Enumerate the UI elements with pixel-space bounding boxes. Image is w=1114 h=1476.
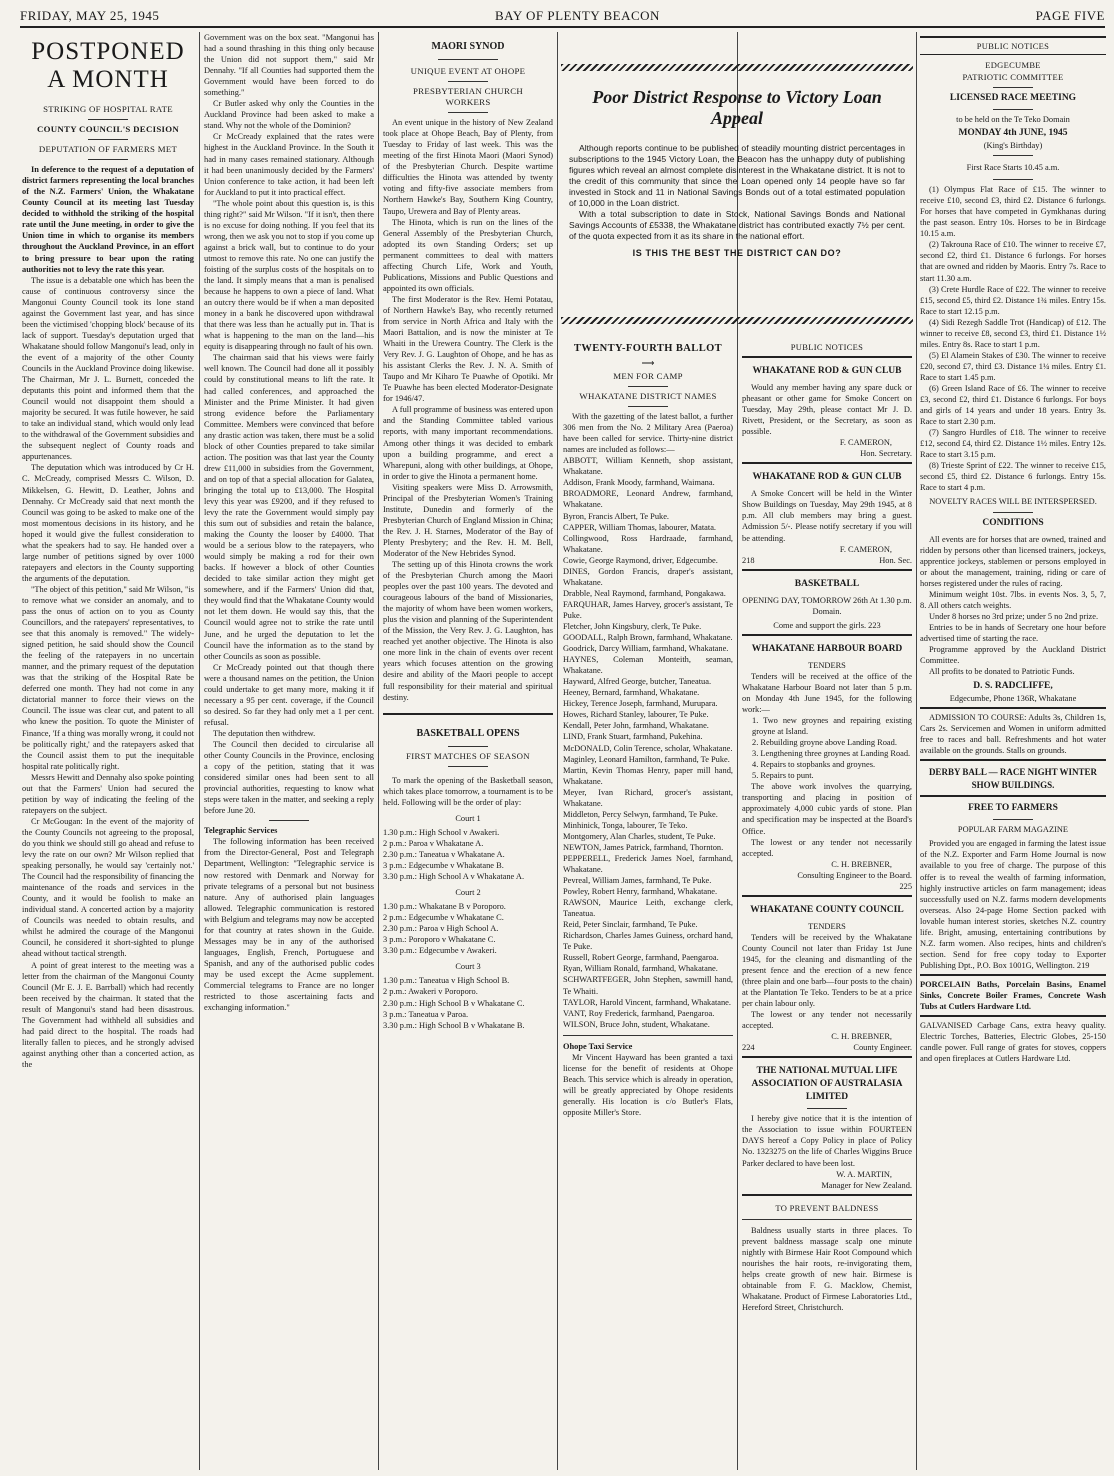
list-item: Maginley, Leonard Hamilton, farmhand, Te Puke. xyxy=(563,754,730,764)
advert-body: Provided you are engaged in farming the latest issue of the N.Z. Exporter and Farm Home Journal is now available to you free of charge. The purpose of this offer is to reveal the wealth of farming information, highly instructive articles on farm management; ideas successfully used on N.Z. farms modern developments overseas. Also 24-page Home Section packed with lovable human interest stories, sketches N.Z. country life. Bright, amusing, entertaining contributions by N.Z. farm women. Also recipes, hints and children's section. Send for free copy today to Exporter Publishing Dpt., P.O. Box 1001G, Wellington. 219 xyxy=(920,839,1106,970)
divider xyxy=(742,1219,912,1220)
divider xyxy=(448,746,488,747)
fixture: 2 p.m.: Awakeri v Poroporo. xyxy=(383,987,478,997)
notice-heading: WHAKATANE COUNTY COUNCIL xyxy=(750,904,904,915)
secretary-name: D. S. RADCLIFFE, xyxy=(973,681,1053,692)
article-paragraph: Cr Butler asked why only the Counties in the Auckland Province had been asked to make a stand. Why not the whole of the Dominion? xyxy=(204,99,374,131)
divider xyxy=(563,1035,733,1036)
list-item: Addison, Frank Moody, farmhand, Waimana. xyxy=(563,478,715,488)
notice-heading: THE NATIONAL MUTUAL LIFE ASSOCIATION OF AUSTRALASIA LIMITED xyxy=(751,1066,903,1103)
notice-title: County Engineer. xyxy=(853,1043,912,1053)
race-item: (3) Crete Hurdle Race of £22. The winner to receive £15, second £5, third £2. Distance 1¾ miles. Entry 15s. Race to start 12.15 p.m. xyxy=(920,284,1106,316)
derby-ball-notice xyxy=(920,759,1106,792)
article-paragraph: The issue is a debatable one which has been the cause of continuous controversy since the Mangonui County Council took its lone stand against the Government last year, and has since been the victimised 'chopping block' because of its lack of support. Tuesday's deputation urged that Whakatane should follow Mangonui's lead, only in the event of a majority of the other County Councils in the Auckland Province doing likewise. The Chairman, Mr J. L. Burnett, conceded the deputants this point and informed them that the Council would not disappoint them should a majority be secured. It was futile however, he said to take an individual stand, which would only lead to the withdrawal of the Government subsidies and the subsequent neglect of County roads and appurtenances. xyxy=(22,275,194,462)
fixture: 2 p.m.: Paroa v Whakatane A. xyxy=(383,838,484,848)
article-paragraph: Messrs Hewitt and Dennahy also spoke pointing out that the Farmers' Union had secured the petition by way of indicating the feeling of the ratepayers on the subject. xyxy=(22,772,194,815)
divider xyxy=(993,512,1033,513)
notice xyxy=(742,1056,912,1190)
article-paragraph: With the gazetting of the latest ballot, a further 306 men from the No. 2 Military Area (Paeroa) have been called for service. Thirty-nine district names are included as follows:— xyxy=(563,412,733,455)
condition-item: Minimum weight 10st. 7lbs. in events Nos. 3, 5, 7, 8. All others catch weights. xyxy=(920,589,1106,610)
list-item: McDONALD, Colin Terence, scholar, Whakatane. xyxy=(563,743,733,753)
race-meeting-heading: LICENSED RACE MEETING xyxy=(949,93,1077,103)
list-item: RAWSON, Maurice Leith, exchange clerk, Taneatua. xyxy=(563,898,733,919)
column-hospital-rate-continued xyxy=(204,32,374,1472)
condition-item: Under 8 horses no 3rd prize; under 5 no 2nd prize. xyxy=(929,611,1099,621)
advert-body: PORCELAIN Baths, Porcelain Basins, Enamel Sinks, Concrete Boiler Frames, Concrete Wash Tubs at Cutlers Hardware Ltd. xyxy=(920,979,1106,1012)
list-item: CAPPER, William Thomas, labourer, Matata. xyxy=(563,522,717,532)
divider xyxy=(438,59,498,60)
divider xyxy=(628,406,668,407)
list-item: ABBOTT, William Kenneth, shop assistant, Whakatane. xyxy=(563,456,733,477)
divider xyxy=(88,119,128,120)
list-item: Martin, Kevin Thomas Henry, paper mill hand, Whakatane. xyxy=(563,765,733,786)
list-item: Hayward, Alfred George, butcher, Taneatua. xyxy=(563,677,712,687)
divider xyxy=(993,155,1033,156)
advert xyxy=(920,974,1106,1012)
list-item: 3. Lengthening three groynes at Landing Road. xyxy=(752,749,911,759)
column-maori-synod xyxy=(383,32,553,1472)
race-date-note: (King's Birthday) xyxy=(983,141,1043,151)
appeal-title: Poor District Response to Victory Loan Appeal xyxy=(592,87,882,128)
list-item: HAYNES, Coleman Monteith, seaman, Whakatane. xyxy=(563,655,733,676)
list-item: 4. Repairs to stopbanks and groynes. xyxy=(752,760,876,770)
arrow-ornament: ⟶ xyxy=(641,358,655,368)
divider xyxy=(993,109,1033,110)
list-item: Howes, Richard Stanley, labourer, Te Puke. xyxy=(563,710,709,720)
list-item: Goodrick, Darcy William, farmhand, Whakatane. xyxy=(563,644,729,654)
notices-heading: PUBLIC NOTICES xyxy=(976,41,1050,51)
list-item: Kendall, Peter John, farmhand, Whakatane. xyxy=(563,721,709,731)
article-paragraph: The first Moderator is the Rev. Hemi Potatau, of Northern Hawke's Bay, who recently returned from service in North Africa and Italy with the Maori Battalion, and is now the minister at Te Whaiti in the Urewera Country. The Clerk is the Very Rev. J. G. Laughton of Ohope, and he has as his assistant Clerks the Rev. J. N. A. Smith of Taupo and Mr Kiharo Te Puawhe of Opotiki. Mr Te Puawhe has been elected Moderator-Designate for 1946/47. xyxy=(383,294,553,404)
subhead: MEN FOR CAMP xyxy=(613,371,683,381)
condition-item: All profits to be donated to Patriotic Funds. xyxy=(929,667,1075,677)
subhead: COUNTY COUNCIL'S DECISION xyxy=(36,124,180,135)
notice xyxy=(742,895,912,1054)
notice xyxy=(742,634,912,892)
list-item: Hickey, Terence Joseph, farmhand, Murupara. xyxy=(563,699,718,709)
notice-title: Manager for New Zealand. xyxy=(821,1180,912,1190)
organiser: PATRIOTIC COMMITTEE xyxy=(962,72,1064,82)
conditions-heading: CONDITIONS xyxy=(982,517,1044,528)
admission-notice xyxy=(920,707,1106,756)
list-item: GOODALL, Ralph Brown, farmhand, Whakatane. xyxy=(563,633,733,643)
fixture: 3.30 p.m.: High School B v Whakatane B. xyxy=(383,1020,525,1030)
list-item: Montgomery, Alan Charles, student, Te Puke. xyxy=(563,831,716,841)
notice-heading: WHAKATANE ROD & GUN CLUB xyxy=(752,366,902,376)
headline-ballot: TWENTY-FOURTH BALLOT xyxy=(573,343,723,354)
fixture: 3 p.m.: Edgecumbe v Whakatane B. xyxy=(383,861,504,870)
subhead: PRESBYTERIAN CHURCH WORKERS xyxy=(412,86,524,108)
notice-title: Consulting Engineer to the Board. xyxy=(797,870,912,880)
race-item: (5) El Alamein Stakes of £30. The winner to receive £20, second £7, third £3. Distance 1¼ miles. Entry £1. Race to start 1.45 p.m. xyxy=(920,350,1106,382)
notice-title: Hon. Sec. xyxy=(879,555,912,565)
notice-subheading: TENDERS xyxy=(808,660,846,670)
divider xyxy=(993,87,1033,88)
list-item: FARQUHAR, James Harvey, grocer's assistant, Te Puke. xyxy=(563,599,733,620)
divider xyxy=(448,81,488,82)
notice-signature: F. CAMERON, xyxy=(839,438,892,448)
admission-body: ADMISSION TO COURSE: Adults 3s, Children 1s, Cars 2s. Servicemen and Women in uniform admitted free to races and ball. Refreshments and hot water available on the grounds. Stalls on grounds. xyxy=(920,713,1106,756)
column-race-meeting xyxy=(920,32,1106,1472)
court-heading: Court 1 xyxy=(455,813,481,823)
notice-body: Tenders will be received at the office of the Whakatane Harbour Board not later than 5 p.m. on Monday 4th June 1945, for the following work:— xyxy=(742,671,912,714)
notice-body: I hereby give notice that it is the intention of the Association to issue within FOURTEEN DAYS hereof a Copy Policy in place of Policy No. 1323275 on the life of Charles Wiggins Bruce Parker declared to have been lost. xyxy=(742,1114,912,1168)
telegraphic-heading: Telegraphic Services xyxy=(204,826,278,836)
fixture: 3.30 p.m.: High School A v Whakatane A. xyxy=(383,872,525,882)
notice-body: A Smoke Concert will be held in the Winter Show Buildings on Tuesday, May 29th 1945, at 8 p.m. All club members may bring a guest. Admission 5/-. Please notify secretary if you will be attending. xyxy=(742,489,912,543)
subhead: DEPUTATION OF FARMERS MET xyxy=(38,144,178,155)
column-rule xyxy=(916,32,917,1470)
court-heading: Court 3 xyxy=(455,962,481,972)
notice-body: The lowest or any tender not necessarily accepted. xyxy=(742,1010,912,1031)
divider xyxy=(448,112,488,113)
article-paragraph: The deputation then withdrew. xyxy=(213,728,316,738)
column-rule xyxy=(199,32,200,1470)
decorative-border xyxy=(561,317,913,324)
headline-basketball-opens: BASKETBALL OPENS xyxy=(416,727,520,739)
article-paragraph: The setting up of this Hinota crowns the work of the Presbyterian Church among the Maori peoples over the past 100 years. The devoted and courageous labours of the band of Missionaries, the majority of whom have been women workers, plus the vision and planning of the Superintendent of the Mission, the Very Rev. J. G. Laughton, has reached yet another objective. The Hinota is also one more link in the chain of events over recent years which focuses attention on the growing desire and ability of the Maori people to accept full responsibility for their material and spiritual destiny. xyxy=(383,560,553,702)
subhead: UNIQUE EVENT AT OHOPE xyxy=(410,66,526,76)
column-rule xyxy=(557,32,558,1470)
notice-body: Would any member having any spare duck or pheasant or other game for Smoke Concert on Tuesday, May 29th, please contact Mr J. D. Rivett, President, or the Secretary, as soon as possible. xyxy=(742,383,912,437)
fixture: 3.30 p.m.: Edgecumbe v Awakeri. xyxy=(383,946,497,956)
divider xyxy=(269,820,309,821)
race-item: (6) Green Island Race of £6. The winner to receive £3, second £2, third £1. Distance 6 furlongs. For boys and girls of 14 years and under 18 years. Entry 3s. Race to start 2.30 p.m. xyxy=(920,383,1106,427)
divider xyxy=(807,1108,847,1109)
condition-item: Entries to be in hands of Secretary one hour before advertised time of starting the race. xyxy=(920,622,1106,643)
article-paragraph: Visiting speakers were Miss D. Arrowsmith, Principal of the Presbyterian Women's Training Institute, Dunedin and formerly of the Presbyterian Church of England Mission in China; the Rev. J. H. Starnes, Moderator of the Bay of Plenty Presbytery; and the Rev. H. M. Bell, Moderator of the New Hebrides Synod. xyxy=(383,482,553,558)
race-item: (8) Trieste Sprint of £22. The winner to receive £15, second £5, third £2. Distance 6 furlongs. Entry 15s. Race to start 4 p.m. xyxy=(920,461,1106,493)
notices-header-bar xyxy=(920,36,1106,55)
appeal-callout: IS THIS THE BEST THE DISTRICT CAN DO? xyxy=(632,248,842,258)
article-paragraph: Government was on the box seat. "Mangonui has had a sound thrashing in this thing only because the Union did not support them," said Mr Dennahy. "If all Counties had supported them the Government would have been forced to do something." xyxy=(204,33,374,98)
list-item: Drabble, Neal Raymond, farmhand, Pongakawa. xyxy=(563,588,726,598)
first-race-time: First Race Starts 10.45 a.m. xyxy=(966,163,1060,173)
condition-item: All events are for horses that are owned, trained and ridden by persons other than licensed trainers, jockeys, apprentice jockeys, stablemen or persons employed in or about the management, training, riding or care of horses registered under the rules of racing. xyxy=(920,534,1106,588)
secretary-address: Edgecumbe, Phone 136R, Whakatane xyxy=(949,694,1077,704)
list-item: Ryan, William Ronald, farmhand, Whakatane. xyxy=(563,964,718,974)
list-item: NEWTON, James Patrick, farmhand, Thornton. xyxy=(563,842,724,852)
notice-body: OPENING DAY, TOMORROW 26th At 1.30 p.m. Domain. xyxy=(742,595,912,616)
masthead-date: FRIDAY, MAY 25, 1945 xyxy=(20,8,160,23)
race-item: (2) Takrouna Race of £10. The winner to receive £7, second £2, third £1. Distance 6 furlongs. For horses that are owned and ridden by Maoris. Entry 7s. Race to start 11.30 a.m. xyxy=(920,240,1106,283)
article-paragraph: "The whole point about this question is, is this thing right?" said Mr Wilson. "If it isn't, then there is no excuse for doing nothing. If you feel that its wrong, then we ask you not to stop if you come up against a brick wall, but to continue to do your utmost to remove this rate. No one can justify the foisting of the surplus costs of the hospitals on to the land. It simply means that a man is penalised because he happens to own a piece of land. What an outcry there would be if when a man deposited money in a bank he discovered upon withdrawal that there was less than he actually put in. That is what is happening to the man on the land—his equity is disappearing through no fault of his own. xyxy=(204,198,374,352)
article-paragraph: Cr McCready pointed out that though there were a thousand names on the petition, the Union could undertake to get many more, making it if necessary a 95 per cent. coverage, if the Council so desired. So far they had only met a 1 per cent. refusal. xyxy=(204,662,374,727)
notice xyxy=(742,356,912,459)
list-item: 5. Repairs to punt. xyxy=(752,771,814,781)
notice-number: 225 xyxy=(899,881,912,891)
venue: to be held on the Te Teko Domain xyxy=(956,115,1070,124)
ballot-name-list xyxy=(563,455,733,1029)
article-paragraph: Cr McCready explained that the rates were highest in the Auckland Province. In the South it had in many cases remained stationary. Although it had been unanimously decided by the Farmers' Union conference to take action, it had been left for Auckland to put it into practical effect. xyxy=(204,132,374,197)
victory-loan-box xyxy=(561,64,913,326)
notice-signature: F. CAMERON, xyxy=(839,544,892,554)
advert-body: GALVANISED Carbage Cans, extra heavy quality. Electric Torches, Batteries, Electric Globes, 25-150 candle power. Full range of grates for stoves, coppers and open fireplaces at Cutlers Hardware Ltd. xyxy=(920,1021,1106,1064)
notice-title: Hon. Secretary. xyxy=(860,449,912,459)
notice-number: 218 xyxy=(742,555,755,565)
taxi-heading: Ohope Taxi Service xyxy=(563,1041,633,1051)
headline-postponed: POSTPONED A MONTH xyxy=(31,38,185,93)
list-item: 2. Rebuilding groyne above Landing Road. xyxy=(752,738,897,748)
divider xyxy=(448,766,488,767)
court-heading: Court 2 xyxy=(455,888,481,898)
list-item: PEPPERELL, Frederick James Noel, farmhand, Whakatane. xyxy=(563,853,733,875)
list-item: Collingwood, Ross Hardraade, farmhand, Whakatane. xyxy=(563,533,733,554)
notice-number: 224 xyxy=(742,1043,755,1053)
list-item: Pevreal, William James, farmhand, Te Puke. xyxy=(563,876,712,886)
notice-body: The lowest or any tender not necessarily accepted. xyxy=(742,837,912,858)
list-item: Powley, Robert Henry, farmhand, Whakatane. xyxy=(563,887,718,897)
divider xyxy=(383,713,553,715)
telegraphic-paragraph: The following information has been received from the Director-General, Post and Telegraph Department, Wellington: "Telegraphic service is now restored with Denmark and Norway for private telegrams of a personal but not business nature. Any of authorised plain languages allowed. Telegraphic communication is restored with Belgium and telegrams may now be accepted for that country at rates shown in the Guide. Messages may be in any of the authorised languages, English, French, Portuguese and Spanish, and any of the authorised public codes may be used except the Acme supplement. Commercial telegrams to France are no longer restricted to those ascertaining facts and exchanging information." xyxy=(204,837,374,1013)
novelty-note: NOVELTY RACES WILL BE INTERSPERSED. xyxy=(929,497,1097,507)
advert-heading: FREE TO FARMERS xyxy=(968,803,1058,814)
notice-subheading: TENDERS xyxy=(808,921,846,931)
spacer xyxy=(737,326,738,328)
headline-maori-synod: MAORI SYNOD xyxy=(431,41,505,52)
appeal-paragraph: With a total subscription to date in Stock, National Savings Bonds and National Savings Accounts of £5338, the Whakatane district has contributed exactly 7½ per cent. of the quota expected from it as its share in the national effort. xyxy=(569,209,905,241)
notice-heading: WHAKATANE ROD & GUN CLUB xyxy=(752,472,902,483)
article-paragraph: The Council then decided to circularise all other County Councils in the Province, enclosing a copy of the petition, stating that it was considered similar ones had been sent to all provincial authorities, requesting to know what steps were taken in the matter, and seeking a reply before June 20. xyxy=(204,740,374,816)
article-paragraph: An event unique in the history of New Zealand took place at Ohope Beach, Bay of Plenty, from Tuesday to Friday of last week. This was the meeting of the first Hinota Maori (Maori Synod) of the Presbyterian Church. Despite wartime difficulties the Hinota was attended by twenty voting and fifty-five associate members from Northern Hawke's Bay, Southern King Country, Taupo, Urewera and Bay of Plenty areas. xyxy=(383,118,553,216)
article-paragraph: The chairman said that his views were fairly well known. The Council had done all it possibly could by constitutional means to lift the rate. It had called conferences, and approached the Minister and the Prime Minister. It had given strong evidence before the Parliamentary Committee. Members were convinced that before any drastic action was taken, there must be a solid block of other Counties prepared to take similar action. The position was that last year the County drew £11,000 in subsidies from the Government, and on top of that a special allocation for Galatea, bringing the total up to £13,000. The Hospital levy this year was £9200, and if they refused to levy the rate the Government would simply pay this sum out of subsidies and retain the balance, making the County the looser by £4000. That would be a serious blow to the ratepayers, who would simply be making a rod for their own backs. If however a block of other Counties decided to take similar action they might get somewhere, and if the Farmers' Union did that, they would find that the Whakatane County would not let them down. He would say this, that the Council would agree not to strike the rate until June, and he urged the deputation to let the Council have the information as to the stand by other Councils as soon as possible. xyxy=(204,353,374,661)
advert xyxy=(742,1194,912,1313)
divider xyxy=(993,819,1033,820)
fixture: 2 p.m.: Edgecumbe v Whakatane C. xyxy=(383,913,504,923)
condition-item: Programme approved by the Auckland District Committee. xyxy=(920,644,1106,666)
list-item: WILSON, Bruce John, student, Whakatane. xyxy=(563,1019,710,1029)
notice-body: Come and support the girls. 223 xyxy=(773,620,881,630)
advert-subheading: POPULAR FARM MAGAZINE xyxy=(957,825,1069,835)
divider xyxy=(88,139,128,140)
lead-paragraph: In deference to the request of a deputation of district farmers representing the local branches of the N.Z. Farmers' Union, the Whakatane County Council at its meeting last Tuesday decided to withhold the striking of the hospital rate until the June meeting, in order to give the Union time in which to organise its members throughout the Auckland Province, in an effort to bring pressure to bear upon the rating authorities not to levy the rate this year. xyxy=(22,165,194,274)
divider xyxy=(628,386,668,387)
advert xyxy=(920,795,1106,971)
divider xyxy=(88,159,128,160)
fixture: 3 p.m.: Poroporo v Whakatane C. xyxy=(383,935,496,945)
article-paragraph: A point of great interest to the meeting was a letter from the chairman of the Mangonui County Council (Mr E. J. E. Barrball) which had recently been received by the chairman. It stated that the result of Mangonui's stand had been disastrous. The Government had withheld all subsidies and had paid direct to the hospital. The roads had literally fallen to pieces, and he strongly advised against anything other than a concerted action, as the xyxy=(22,960,194,1069)
fixture: 1.30 p.m.: Taneatua v High School B. xyxy=(383,976,510,986)
notice xyxy=(742,569,912,631)
decorative-border xyxy=(561,64,913,71)
advert xyxy=(920,1015,1106,1064)
masthead xyxy=(20,8,1105,24)
race-date: MONDAY 4th JUNE, 1945 xyxy=(958,128,1068,139)
list-item: TAYLOR, Harold Vincent, farmhand, Whakatane. xyxy=(563,997,731,1007)
notice-signature: C. H. BREBNER, xyxy=(831,859,892,869)
masthead-page: PAGE FIVE xyxy=(1035,8,1105,23)
article-paragraph: "The object of this petition," said Mr Wilson, "is to remove what we consider an anomaly, and to pass the onus of action on to you as County Councillors, and the ratepayers' representatives, to see that this anomaly is removed." The widely-signed petition, he said should show the Council the feeling of the ratepayers in no uncertain manner, and the primary request of the deputation was that the striking of the Hospital Rate be deferred one month. They had not come in any dictatorial manner to force their views on the Council. The issue was clear cut, and patent to all who knew the position. To quote the Minister of Finance, 'If a thing was morally wrong, it could not be politically right,' and the ratepayers asked that the Council assist them to put the inequitable hospital rate politically right. xyxy=(22,584,194,771)
fixture: 3 p.m.: Taneatua v Paroa. xyxy=(383,1009,469,1019)
notice-signature: W. A. MARTIN, xyxy=(836,1169,892,1179)
list-item: Russell, Robert George, farmhand, Paengaroa. xyxy=(563,953,719,963)
notices-heading: PUBLIC NOTICES xyxy=(790,342,864,352)
masthead-title: BAY OF PLENTY BEACON xyxy=(495,8,660,23)
notice-heading: WHAKATANE HARBOUR BOARD xyxy=(751,643,903,654)
taxi-paragraph: Mr Vincent Hayward has been granted a taxi license for the benefit of residents at Ohope Beach. This service which is already in operation, will be greatly appreciated by Ohope residents generally. His location is c/o Butler's Flats, opposite Miller's Store. xyxy=(563,1052,733,1117)
list-item: Richardson, Charles James Guiness, orchard hand, Te Puke. xyxy=(563,931,733,952)
fixture: 1.30 p.m.: High School v Awakeri. xyxy=(383,827,500,837)
list-item: Cowie, George Raymond, driver, Edgecumbe. xyxy=(563,555,718,565)
list-item: VANT, Roy Frederick, farmhand, Paengaroa. xyxy=(563,1008,715,1018)
fixture: 1.30 p.m.: Whakatane B v Poroporo. xyxy=(383,902,506,912)
subhead: STRIKING OF HOSPITAL RATE xyxy=(43,104,173,114)
column-hospital-rate xyxy=(22,32,194,1472)
list-item: SCHWARTFEGER, John Stephen, sawmill hand, Te Whaiti. xyxy=(563,975,733,996)
advert-body: Baldness usually starts in three places. To prevent baldness massage scalp one minute nightly with Birmese Hair Root Compound which nourishes the hair roots, re-invigorating them, helps create growth of new hair. Birmese is obtainable from F. G. Macklow, Chemist, Whakatane. Product of Firmese Laboratories Ltd., Hereford Street, Christchurch. xyxy=(742,1225,912,1312)
list-item: Heeney, Bernard, farmhand, Whakatane. xyxy=(563,688,700,698)
organiser: EDGECUMBE xyxy=(985,60,1041,70)
fixture: 2.30 p.m.: Paroa v High School A. xyxy=(383,924,499,934)
article-paragraph: To mark the opening of the Basketball season, which takes place tomorrow, a tournament is to be held. Following will be the order of play: xyxy=(383,775,553,807)
notice-body: Tenders will be received by the Whakatane County Council not later than Friday 1st June 1945, for the cleaning and dismantling of the present fence and the erection of a new fence (three plain and one barb—four posts to the chain) at the Plantation Te Teko. Tenders to be at a price per chain labour only. xyxy=(742,932,912,1009)
divider xyxy=(993,179,1033,180)
list-item: Fletcher, John Kingsbury, clerk, Te Puke. xyxy=(563,621,702,631)
appeal-paragraph: Although reports continue to be published of steadily mounting district percentages in subscriptions to the 1945 Victory Loan, the Beacon has the unhappy duty of publishing figures which reveal an almost complete disinterest in the Whakatane district. It is not to the credit of this community that since the Loan opened only 14 people have so far invested in Stock and 11 in National Savings Bonds out of a total estimated population of 10,000 in the Loan district. xyxy=(569,143,905,208)
column-ballot xyxy=(563,338,733,1472)
list-item: 1. Two new groynes and repairing existing groyne at Island. xyxy=(752,716,912,737)
list-item: LIND, Frank Stuart, farmhand, Pukehina. xyxy=(563,732,703,742)
race-item: (4) Sidi Rezegh Saddle Trot (Handicap) of £12. The winner to receive £8, second £3, third £1. Distance 1½ miles. Entry 8s. Race to start 1 p.m. xyxy=(920,317,1106,349)
notice-heading: BASKETBALL xyxy=(794,578,860,589)
list-item: Minhinick, Tonga, labourer, Te Teko. xyxy=(563,820,688,830)
fixture: 2.30 p.m.: High School B v Whakatane C. xyxy=(383,998,525,1008)
advert-heading: TO PREVENT BALDNESS xyxy=(775,1202,879,1213)
list-item: Meyer, Ivan Richard, grocer's assistant, Whakatane. xyxy=(563,787,733,808)
article-paragraph: Cr McGougan: In the event of the majority of the County Councils not agreeing to the proposal, do you think we should still go ahead and refuse to levy the rate on our own? Mr Wilson replied that speaking personally, he would say 'certainly not.' The Council had the responsibility of financing the maintenance of the roads and services in the County, and it would be foolish to make an individual stand. A concerted action by a majority of Councils was needed to obtain results, and whilst he admired the courage of the Mangonui Council, he considered it short-sighted to plunge ahead without tactical strength. xyxy=(22,816,194,959)
masthead-rule xyxy=(20,26,1105,28)
subhead: WHAKATANE DISTRICT NAMES xyxy=(579,391,717,402)
article-paragraph: A full programme of business was entered upon and the Standing Committee tabled various reports, with many important recommendations. Among other things it was decided to embark upon a building programme, and erect a Wharepuni, along with other buildings, at Ohope, in order to give the Hinota a permanent home. xyxy=(383,405,553,481)
article-paragraph: The deputation which was introduced by Cr H. C. McCready, comprised Messrs C. Wilson, D. Mikkelsen, G. Hewitt, D. Leather, Johns and Dennahy. Cr McCready said that next month the Council was going to be asked to make one of the most momentous decisions in its history, and he hoped it would give the fullest consideration to what the speakers had to say. He handed over a large number of petitions signed by over 1000 ratepayers and electors in the County supporting the arguments of the deputation. xyxy=(22,463,194,583)
list-item: Reid, Peter Sinclair, farmhand, Te Puke. xyxy=(563,920,698,930)
list-item: DINES, Gordon Francis, draper's assistant, Whakatane. xyxy=(563,566,733,587)
list-item: Byron, Francis Albert, Te Puke. xyxy=(563,511,670,521)
notice-body: The above work involves the quarrying, transporting and placing in position of approximately 4,000 cubic yards of stone. Plan and specification may be inspected at the Board's Office. xyxy=(742,782,912,836)
column-public-notices xyxy=(742,338,912,1472)
race-item: (7) Sangro Hurdles of £18. The winner to receive £12, second £4, third £2. Distance 1½ miles. Entry 12s. Race to start 3.15 p.m. xyxy=(920,428,1106,460)
race-item: (1) Olympus Flat Race of £15. The winner to receive £10, second £3, third £2. Distance 6 furlongs. For horses that have competed in Gymkhanas during the past season. Entry 10s. Horses to be in Birdcage 10.15 a.m. xyxy=(920,185,1106,239)
column-rule xyxy=(378,32,379,1470)
victory-loan-appeal xyxy=(561,73,913,267)
fixture: 2.30 p.m.: Taneatua v Whakatane A. xyxy=(383,849,505,859)
notice xyxy=(742,462,912,565)
notice-signature: C. H. BREBNER, xyxy=(831,1032,892,1042)
list-item: BROADMORE, Leonard Andrew, farmhand, Whakatane. xyxy=(563,489,733,510)
subhead: FIRST MATCHES OF SEASON xyxy=(406,750,530,761)
derby-ball-heading: DERBY BALL — RACE NIGHT WINTER SHOW BUILDINGS. xyxy=(928,767,1098,791)
article-paragraph: The Hinota, which is run on the lines of the General Assembly of the Presbyterian Church, adopted its own Standing Orders; set up permanent committees to deal with matters affecting Church Life, Work and Youth, Publications, Missions and Public Questions and appointed its own officials. xyxy=(383,217,553,293)
list-item: Middleton, Percy Selwyn, farmhand, Te Puke. xyxy=(563,809,718,819)
